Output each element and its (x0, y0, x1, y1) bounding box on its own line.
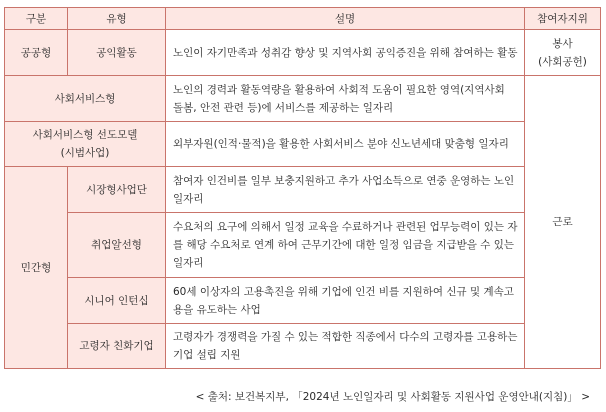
role-cell: 봉사 (사회공헌) (525, 30, 601, 76)
header-role: 참여자지위 (525, 8, 601, 30)
header-description: 설명 (166, 8, 525, 30)
type-cell: 시장형사업단 (68, 167, 166, 213)
role-cell: 근로 (525, 76, 601, 369)
description-cell: 노인의 경력과 활동역량을 활용하여 사회적 도움이 필요한 영역(지역사회 돌봄, 안전 관련 등)에 서비스를 제공하는 일자리 (166, 76, 525, 122)
description-cell: 수요처의 요구에 의해서 일정 교육을 수료하거나 관련된 업무능력이 있는 자를 해당 수요처로 연계 하여 근무기간에 대한 일정 임금을 지급받을 수 있는 일자리 (166, 213, 525, 278)
type-cell: 공익활동 (68, 30, 166, 76)
type-cell: 사회서비스형 (5, 76, 166, 122)
table-row (5, 167, 601, 213)
table-row (5, 30, 601, 76)
description-cell: 외부자원(인적·물적)을 활용한 사회서비스 분야 신노년세대 맞춤형 일자리 (166, 122, 525, 167)
source-caption: < 출처: 보건복지부, 「2024년 노인일자리 및 사회활동 지원사업 운영안내(지침)」 > (195, 391, 590, 403)
table-row (5, 76, 601, 122)
description-cell: 60세 이상자의 고용촉진을 위해 기업에 인건 비를 지원하여 신규 및 계속고용을 유도하는 사업 (166, 278, 525, 324)
description-cell: 참여자 인건비를 일부 보충지원하고 추가 사업소득으로 연중 운영하는 노인일자리 (166, 167, 525, 213)
type-cell: 취업알선형 (68, 213, 166, 278)
table-header-row (5, 8, 601, 30)
header-type: 유형 (68, 8, 166, 30)
type-cell: 고령자 친화기업 (68, 324, 166, 369)
header-division: 구분 (5, 8, 68, 30)
table-row (5, 213, 601, 278)
type-cell: 시니어 인턴십 (68, 278, 166, 324)
program-types-table (4, 7, 601, 369)
table-row (5, 122, 601, 167)
type-cell: 사회서비스형 선도모델 (시범사업) (5, 122, 166, 167)
division-cell: 공공형 (5, 30, 68, 76)
table-row (5, 278, 601, 324)
table-row (5, 324, 601, 369)
description-cell: 노인이 자기만족과 성취감 향상 및 지역사회 공익증진을 위해 참여하는 활동 (166, 30, 525, 76)
division-cell: 민간형 (5, 167, 68, 369)
description-cell: 고령자가 경쟁력을 가질 수 있는 적합한 직종에서 다수의 고령자를 고용하는 기업 설립 지원 (166, 324, 525, 369)
